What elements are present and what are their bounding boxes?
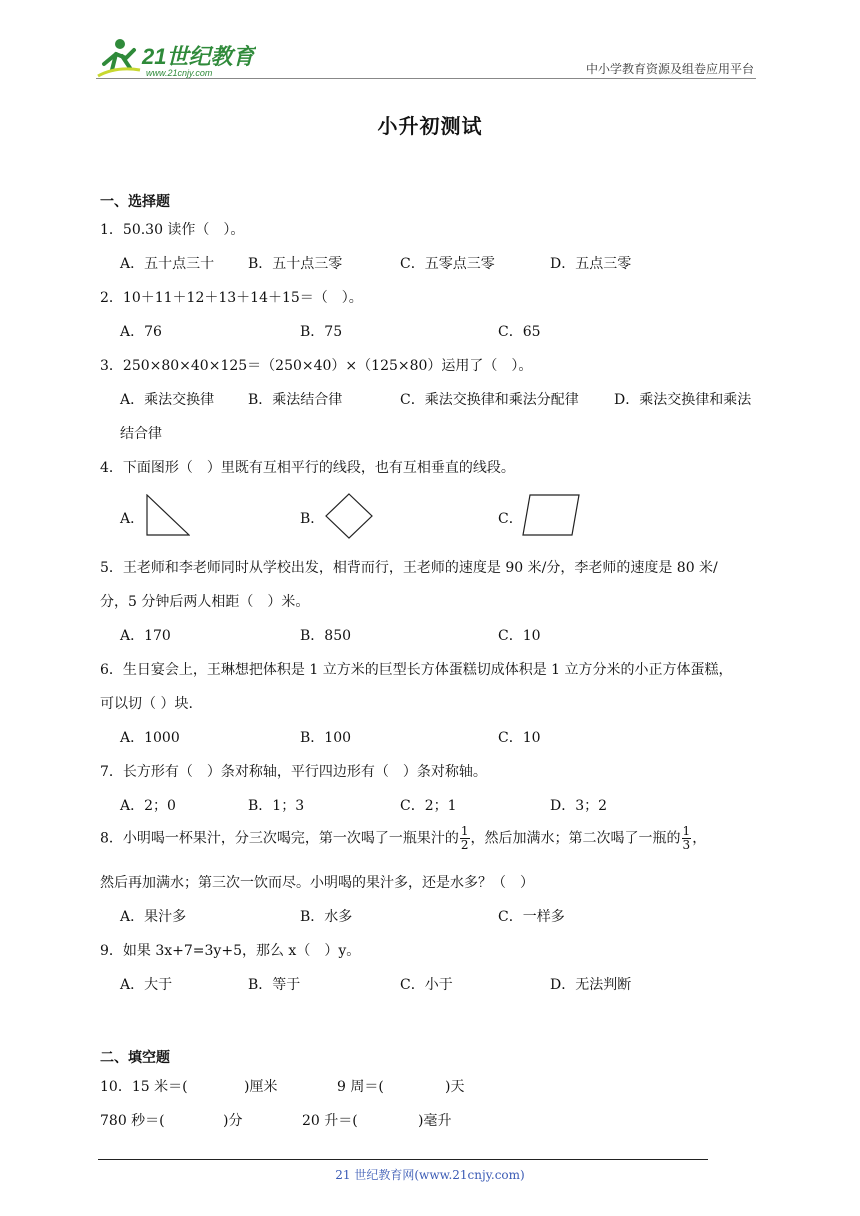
q3-option-c: C．乘法交换律和乘法分配律 [400,392,579,408]
right-triangle-icon [146,494,190,536]
q8-option-c: C．一样多 [498,909,565,925]
question-5-line-2: 分，5 分钟后两人相距（ ）米。 [100,594,310,610]
question-5-line-1: 5．王老师和李老师同时从学校出发，相背而行，王老师的速度是 90 米/分，李老师的速度是 80 米/ [100,560,718,576]
q5-option-c: C．10 [498,628,541,644]
q6-option-b: B．100 [300,730,352,746]
parallelogram-icon [522,494,580,536]
question-6-line-2: 可以切（ ）块. [100,696,193,712]
logo-url: www.21cnjy.com [146,68,213,78]
q2-option-a: A．76 [120,324,162,340]
fraction-one-third: $\frac{1}{3}$ [682,824,691,852]
q6-option-a: A．1000 [120,730,180,746]
q8-text-part-3: ， [692,830,707,847]
q7-option-c: C．2；1 [400,798,457,814]
q8-text-part-1: 8．小明喝一杯果汁，分三次喝完，第一次喝了一瓶果汁的 [100,830,459,847]
q10-part-2: )厘米 [244,1079,278,1095]
q8-option-a: A．果汁多 [120,909,187,925]
platform-name: 中小学教育资源及组卷应用平台 [585,62,754,76]
q3-option-a: A．乘法交换律 [120,392,215,408]
q9-option-c: C．小于 [400,977,453,993]
page-title: 小升初测试 [377,114,483,138]
q8-option-b: B．水多 [300,909,353,925]
footer-divider [98,1159,708,1160]
runner-logo-icon [96,36,256,80]
q10-part-5: 780 秒＝( [100,1113,165,1129]
section-heading-fill-in: 二、填空题 [100,1050,170,1066]
q9-option-d: D．无法判断 [550,977,632,993]
question-2: 2．10＋11＋12＋13＋14＋15＝（ ）。 [100,290,363,306]
logo-text: 21世纪教育 [142,44,255,69]
q10-part-3: 9 周＝( [337,1079,384,1095]
q5-option-a: A．170 [120,628,171,644]
q1-option-c: C．五零点三零 [400,256,495,272]
q2-option-c: C．65 [498,324,541,340]
q6-option-c: C．10 [498,730,541,746]
q10-part-4: )天 [445,1079,465,1095]
question-9: 9．如果 3x+7=3y+5，那么 x（ ）y。 [100,943,361,959]
q5-option-b: B．850 [300,628,352,644]
q1-option-a: A．五十点三十 [120,256,215,272]
q1-option-b: B．五十点三零 [248,256,343,272]
q3-option-b: B．乘法结合律 [248,392,343,408]
q1-option-d: D．五点三零 [550,256,632,272]
site-logo [96,36,256,80]
question-4: 4．下面图形（ ）里既有互相平行的线段，也有互相垂直的线段。 [100,460,515,476]
q9-option-b: B．等于 [248,977,301,993]
fraction-one-half: $\frac{1}{2}$ [460,824,469,852]
section-heading-choice: 一、选择题 [100,194,170,210]
q10-part-8: )毫升 [418,1113,452,1129]
question-1: 1．50.30 读作（ ）。 [100,222,245,238]
q10-part-6: )分 [223,1113,243,1129]
q4-option-b: B． [300,511,325,527]
q10-part-1: 10．15 米＝( [100,1079,188,1095]
q7-option-d: D．3；2 [550,798,608,814]
question-8-line-1 [100,825,706,852]
q4-option-a: A． [120,511,145,527]
footer-text: 21 世纪教育网(www.21cnjy.com) [335,1168,525,1182]
q8-text-part-2: ，然后加满水；第二次喝了一瓶的 [470,830,681,847]
q9-option-a: A．大于 [120,977,173,993]
q10-part-7: 20 升＝( [302,1113,358,1129]
header-divider [96,78,756,79]
q7-option-a: A．2；0 [120,798,176,814]
q3-option-d: D．乘法交换律和乘法 [614,392,752,408]
q2-option-b: B．75 [300,324,343,340]
question-8-line-2: 然后再加满水；第三次一饮而尽。小明喝的果汁多，还是水多？（ ） [100,875,534,891]
question-6-line-1: 6．生日宴会上，王琳想把体积是 1 立方米的巨型长方体蛋糕切成体积是 1 立方分米的小正方体蛋糕， [100,662,733,678]
question-7: 7．长方形有（ ）条对称轴，平行四边形有（ ）条对称轴。 [100,764,487,780]
q4-option-c: C． [498,511,523,527]
question-3: 3．250×80×40×125＝（250×40）×（125×80）运用了（ ）。 [100,358,533,374]
q3-option-d-continued: 结合律 [120,426,162,442]
rhombus-square-icon [325,493,373,539]
q7-option-b: B．1；3 [248,798,305,814]
